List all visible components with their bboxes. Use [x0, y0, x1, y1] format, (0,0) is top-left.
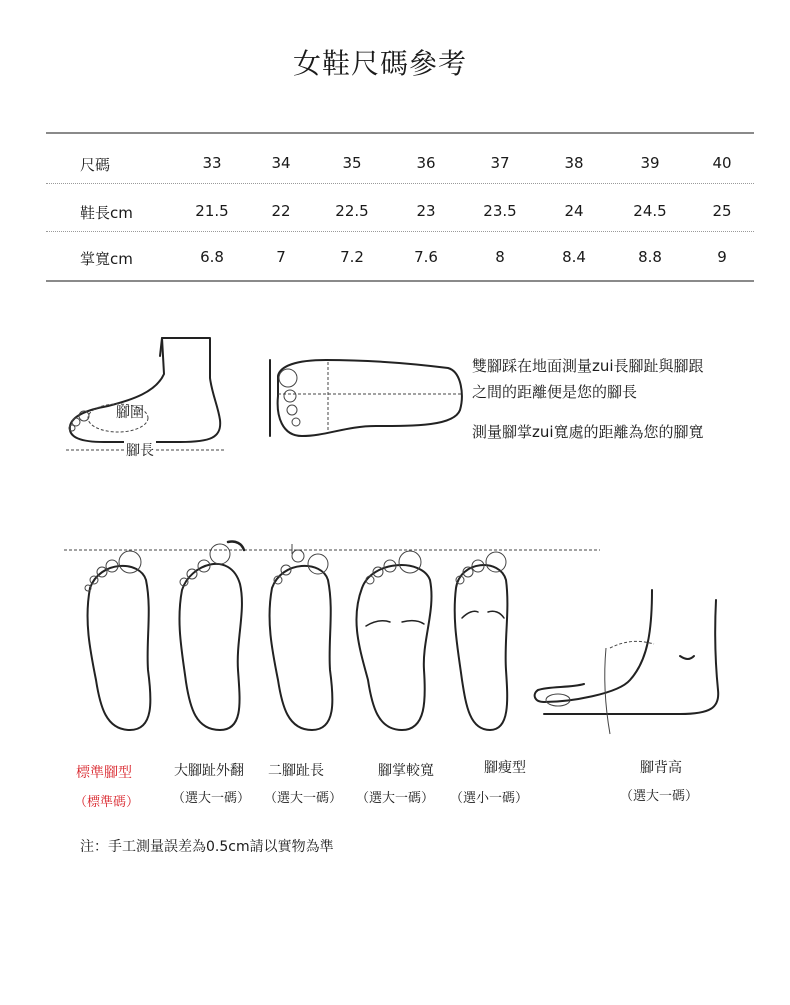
table-cell: 6.8	[200, 248, 224, 266]
table-cell: 22	[271, 202, 291, 220]
length-label: 腳長	[124, 440, 156, 460]
table-top-rule	[46, 132, 754, 134]
foot-wide-icon	[356, 551, 431, 730]
table-cell: 23	[416, 202, 436, 220]
measure-description-3: 測量腳掌zui寬處的距離為您的腳寬	[472, 423, 704, 441]
table-divider	[46, 231, 754, 232]
row-label: 掌寬cm	[80, 250, 133, 268]
foot-type-bunion-advice: （選大一碼）	[172, 791, 251, 806]
table-cell: 34	[271, 154, 291, 172]
foot-type-slim-advice: （選小一碼）	[450, 791, 529, 806]
table-cell: 37	[490, 154, 510, 172]
measurement-note: 注：手工測量誤差為0.5cm請以實物為準	[80, 839, 334, 855]
foot-long-second-toe-icon	[270, 544, 333, 730]
foot-slim-icon	[455, 552, 508, 730]
table-row-length	[46, 196, 754, 226]
foot-type-slim-label: 腳瘦型	[484, 760, 526, 776]
table-cell: 36	[416, 154, 436, 172]
table-cell: 22.5	[335, 202, 369, 220]
measure-description-1: 雙腳踩在地面測量zui長腳趾與腳跟	[472, 357, 704, 375]
foot-type-standard-label: 標準腳型	[76, 765, 132, 781]
foot-type-long-second-toe-advice: （選大一碼）	[264, 791, 343, 806]
table-cell: 39	[640, 154, 660, 172]
table-cell: 24	[564, 202, 584, 220]
foot-types-illustration	[60, 540, 610, 740]
table-cell: 24.5	[633, 202, 667, 220]
foot-type-high-instep-advice: （選大一碼）	[620, 789, 699, 804]
foot-top-measure-illustration	[266, 356, 466, 442]
table-cell: 40	[712, 154, 732, 172]
table-cell: 7.2	[340, 248, 364, 266]
table-cell: 8.8	[638, 248, 662, 266]
foot-bunion-icon	[179, 541, 244, 730]
table-cell: 38	[564, 154, 584, 172]
foot-type-high-instep-label: 腳背高	[640, 760, 682, 776]
table-cell: 35	[342, 154, 362, 172]
foot-high-instep-illustration	[530, 590, 730, 740]
table-row-size	[46, 148, 754, 178]
foot-type-bunion-label: 大腳趾外翻	[174, 763, 244, 779]
table-bottom-rule	[46, 280, 754, 282]
table-row-width	[46, 242, 754, 272]
table-cell: 9	[717, 248, 727, 266]
table-cell: 33	[202, 154, 222, 172]
table-cell: 8	[495, 248, 505, 266]
measure-description-2: 之間的距離便是您的腳長	[472, 383, 638, 401]
row-label: 鞋長cm	[80, 204, 133, 222]
foot-standard-icon	[85, 551, 150, 730]
foot-type-long-second-toe-label: 二腳趾長	[268, 763, 324, 779]
row-label: 尺碼	[80, 156, 111, 174]
foot-type-standard-advice: （標準碼）	[74, 795, 140, 810]
table-cell: 23.5	[483, 202, 517, 220]
table-cell: 25	[712, 202, 732, 220]
foot-type-wide-advice: （選大一碼）	[356, 791, 435, 806]
table-cell: 7	[276, 248, 286, 266]
foot-type-wide-label: 腳掌較寬	[378, 763, 434, 779]
table-divider	[46, 183, 754, 184]
table-cell: 8.4	[562, 248, 586, 266]
page-title: 女鞋尺碼參考	[292, 47, 467, 80]
table-cell: 21.5	[195, 202, 229, 220]
girth-label: 腳圍	[116, 405, 144, 421]
table-cell: 7.6	[414, 248, 438, 266]
